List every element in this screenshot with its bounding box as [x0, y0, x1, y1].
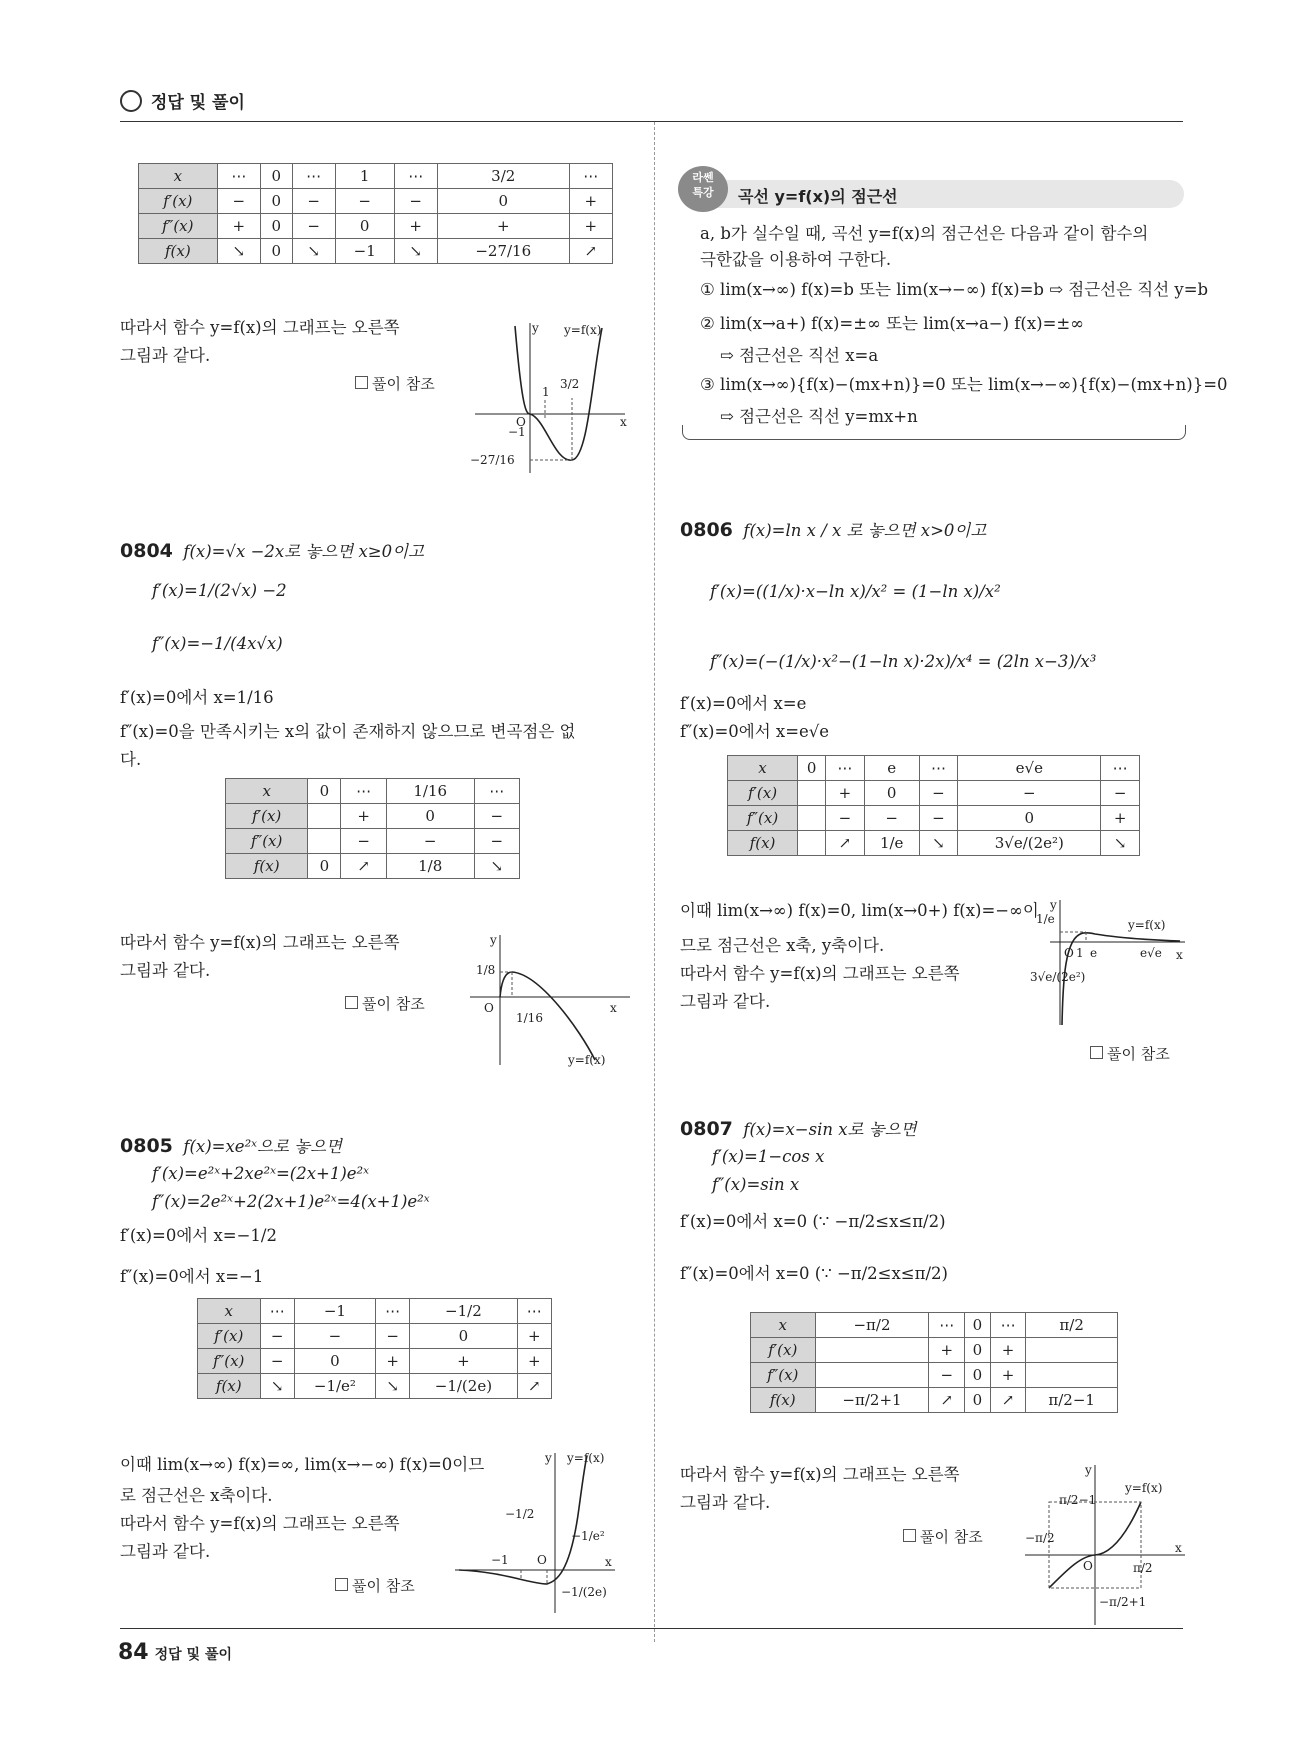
- tip-rule3: ③ lim(x→∞){f(x)−(mx+n)}=0 또는 lim(x→−∞){f(x)−(mx+n)}=0: [700, 375, 1228, 394]
- table-cell: ⋯: [517, 1299, 551, 1324]
- table-cell: ↘: [474, 854, 519, 879]
- table-cell: −: [826, 806, 865, 831]
- tip-rule1: ① lim(x→∞) f(x)=b 또는 lim(x→−∞) f(x)=b ⇨ 점근선은 직선 y=b: [700, 280, 1209, 299]
- origin-label: O: [516, 415, 526, 429]
- table-cell: ⋯: [919, 756, 958, 781]
- table-cell: [308, 829, 341, 854]
- tip-intro1: a, b가 실수일 때, 곡선 y=f(x)의 점근선은 다음과 같이 함수의: [700, 224, 1149, 243]
- table-cell: 0: [437, 189, 569, 214]
- tick-1-16: 1/16: [516, 1011, 543, 1025]
- tick-1-e: 1/e: [1036, 912, 1055, 926]
- table-cell: π/2−1: [1026, 1388, 1118, 1413]
- graph-0804: [470, 930, 635, 1070]
- tick-minus-1-2e: −1/(2e): [561, 1585, 607, 1599]
- s0805-d1: f′(x)=e²ˣ+2xe²ˣ=(2x+1)e²ˣ: [152, 1164, 370, 1183]
- s0804-d2: f″(x)=−1/(4x√x): [152, 634, 283, 653]
- table-cell: ↘: [394, 239, 437, 264]
- table-cell: ⋯: [1101, 756, 1140, 781]
- table-cell: ↗: [929, 1388, 965, 1413]
- tick-minus1: −1: [491, 1553, 509, 1567]
- curve-label: y=f(x): [567, 1451, 605, 1465]
- table-cell: −: [386, 829, 474, 854]
- table-row: [198, 1349, 552, 1374]
- table-cell: 0: [964, 1313, 990, 1338]
- table-cell: ⋯: [260, 1299, 294, 1324]
- table-row-header: x: [226, 779, 308, 804]
- table-row-header: f′(x): [751, 1338, 816, 1363]
- s0807-sol1: f′(x)=0에서 x=0 (∵ −π/2≤x≤π/2): [680, 1212, 946, 1231]
- s0807-answer: [903, 1526, 983, 1547]
- table-row: [728, 831, 1140, 856]
- table-cell: ↘: [375, 1374, 409, 1399]
- answer-icon: [355, 376, 368, 389]
- table-cell: −1: [294, 1299, 375, 1324]
- table-cell: −1: [335, 239, 394, 264]
- table-cell: ↘: [260, 1374, 294, 1399]
- table-0803: [138, 163, 613, 264]
- table-row-header: x: [751, 1313, 816, 1338]
- s0806-sol2: f″(x)=0에서 x=e√e: [680, 722, 830, 741]
- s0805-line1: 이때 lim(x→∞) f(x)=∞, lim(x→−∞) f(x)=0이므: [120, 1455, 485, 1474]
- graph-0803: [470, 318, 630, 478]
- s0804-line1: 따라서 함수 y=f(x)의 그래프는 오른쪽: [120, 933, 400, 952]
- page-number: 84: [118, 1640, 149, 1665]
- table-row-header: f″(x): [139, 214, 218, 239]
- s0807-d2: f″(x)=sin x: [712, 1175, 800, 1194]
- s0807-intro-line: [680, 1115, 917, 1144]
- table-row: [139, 164, 613, 189]
- tick-1: 1: [542, 385, 550, 399]
- tick-minus-1-e2: −1/e²: [571, 1529, 605, 1543]
- tick-e-root-e: e√e: [1140, 946, 1162, 960]
- table-row: [226, 804, 520, 829]
- axis-x-label: x: [605, 1555, 612, 1569]
- tip-badge: [678, 166, 728, 212]
- table-cell: −: [474, 829, 519, 854]
- tip-rule2: ② lim(x→a+) f(x)=±∞ 또는 lim(x→a−) f(x)=±∞: [700, 314, 1084, 333]
- s0803-answer: [355, 373, 435, 394]
- table-cell: ↗: [826, 831, 865, 856]
- s0804-intro: f(x)=√x −2x로 놓으면 x≥0이고: [183, 542, 424, 561]
- table-cell: −1/(2e): [410, 1374, 517, 1399]
- table-cell: ↘: [919, 831, 958, 856]
- tip-bracket: [682, 425, 1186, 440]
- axis-x-label: x: [620, 415, 627, 429]
- table-row-header: f(x): [751, 1388, 816, 1413]
- origin-label: O: [1083, 1559, 1093, 1573]
- tick-3-2: 3/2: [560, 377, 580, 391]
- curve-0804: [500, 972, 595, 1060]
- table-cell: e: [864, 756, 919, 781]
- axis-x-label: x: [610, 1001, 617, 1015]
- table-row-header: f″(x): [751, 1363, 816, 1388]
- table-cell: −: [335, 189, 394, 214]
- s0805-line2: 로 점근선은 x축이다.: [120, 1486, 273, 1505]
- table-cell: −: [260, 1324, 294, 1349]
- s0807-sol2: f″(x)=0에서 x=0 (∵ −π/2≤x≤π/2): [680, 1264, 948, 1283]
- tip-title: 곡선 y=f(x)의 점근선: [738, 187, 898, 206]
- axis-y-label: y: [1050, 898, 1057, 912]
- table-row-header: f″(x): [728, 806, 798, 831]
- s0804-d1: f′(x)=1/(2√x) −2: [152, 581, 287, 600]
- s0804-answer-text: 풀이 참조: [362, 995, 425, 1013]
- table-cell: +: [375, 1349, 409, 1374]
- s0805-intro: f(x)=xe²ˣ으로 놓으면: [183, 1137, 342, 1156]
- axis-y-label: y: [490, 933, 497, 947]
- table-cell: ⋯: [826, 756, 865, 781]
- table-row: [751, 1338, 1118, 1363]
- table-cell: 3/2: [437, 164, 569, 189]
- table-cell: −: [394, 189, 437, 214]
- problem-label-0807: 0807: [680, 1118, 733, 1140]
- table-cell: 0: [958, 806, 1101, 831]
- curve-0803: [515, 326, 602, 460]
- tick-left: −π/2: [1025, 1531, 1055, 1545]
- answer-icon: [335, 1578, 348, 1591]
- table-cell: [1026, 1363, 1118, 1388]
- s0803-line2: 그림과 같다.: [120, 346, 211, 365]
- table-0807: [750, 1312, 1118, 1413]
- table-cell: −27/16: [437, 239, 569, 264]
- table-cell: [308, 804, 341, 829]
- table-row: [728, 781, 1140, 806]
- table-row: [226, 854, 520, 879]
- s0806-line3: 따라서 함수 y=f(x)의 그래프는 오른쪽: [680, 964, 960, 983]
- table-cell: 0: [964, 1363, 990, 1388]
- table-cell: 1/e: [864, 831, 919, 856]
- problem-label-0806: 0806: [680, 519, 733, 541]
- tick-top: π/2−1: [1059, 1493, 1097, 1507]
- table-row: [198, 1374, 552, 1399]
- s0807-d1: f′(x)=1−cos x: [712, 1147, 825, 1166]
- table-row-header: x: [198, 1299, 261, 1324]
- footer-title: 정답 및 풀이: [154, 1647, 232, 1663]
- table-cell: 1: [335, 164, 394, 189]
- table-row: [751, 1363, 1118, 1388]
- curve-label: y=f(x): [1128, 918, 1166, 932]
- table-cell: [798, 831, 826, 856]
- table-cell: +: [990, 1338, 1026, 1363]
- curve-label: y=f(x): [564, 323, 602, 337]
- table-cell: 0: [261, 164, 293, 189]
- table-cell: ⋯: [569, 164, 612, 189]
- origin-label: O: [484, 1001, 494, 1015]
- s0806-sol1: f′(x)=0에서 x=e: [680, 694, 807, 713]
- curve-label: y=f(x): [568, 1053, 606, 1067]
- table-cell: ⋯: [990, 1313, 1026, 1338]
- s0805-sol1: f′(x)=0에서 x=−1/2: [120, 1226, 277, 1245]
- s0805-d2: f″(x)=2e²ˣ+2(2x+1)e²ˣ=4(x+1)e²ˣ: [152, 1192, 430, 1211]
- table-cell: [1026, 1338, 1118, 1363]
- table-cell: 0: [261, 189, 293, 214]
- table-row-header: f(x): [198, 1374, 261, 1399]
- table-cell: 0: [864, 781, 919, 806]
- s0806-line4: 그림과 같다.: [680, 992, 771, 1011]
- table-cell: π/2: [1026, 1313, 1118, 1338]
- table-cell: 0: [261, 214, 293, 239]
- table-cell: −: [1101, 781, 1140, 806]
- table-cell: −: [292, 189, 335, 214]
- axis-x-label: x: [1175, 1541, 1182, 1555]
- s0806-d2: f″(x)=(−(1/x)·x²−(1−ln x)·2x)/x⁴ = (2ln x−3)/x³: [710, 652, 1097, 671]
- table-row-header: f′(x): [139, 189, 218, 214]
- smile-icon: [120, 90, 142, 112]
- table-row-header: f(x): [728, 831, 798, 856]
- table-cell: [815, 1338, 929, 1363]
- s0805-intro-line: [120, 1132, 342, 1161]
- table-cell: +: [517, 1324, 551, 1349]
- footer-rule: [120, 1628, 1183, 1629]
- table-cell: −: [375, 1324, 409, 1349]
- table-cell: 0: [410, 1324, 517, 1349]
- graph-0805: [455, 1448, 635, 1618]
- table-row-header: x: [728, 756, 798, 781]
- table-cell: −: [919, 806, 958, 831]
- s0806-d1: f′(x)=((1/x)·x−ln x)/x² = (1−ln x)/x²: [710, 582, 1001, 601]
- table-cell: ↗: [569, 239, 612, 264]
- table-cell: +: [929, 1338, 965, 1363]
- table-cell: +: [437, 214, 569, 239]
- table-0806: [727, 755, 1140, 856]
- tick-1: 1: [1076, 946, 1084, 960]
- table-cell: 0: [308, 779, 341, 804]
- table-cell: −: [217, 189, 260, 214]
- table-cell: 0: [798, 756, 826, 781]
- s0807-answer-text: 풀이 참조: [920, 1528, 983, 1546]
- answer-icon: [345, 996, 358, 1009]
- table-row-header: x: [139, 164, 218, 189]
- table-row: [198, 1299, 552, 1324]
- table-cell: 1/16: [386, 779, 474, 804]
- table-cell: −: [474, 804, 519, 829]
- table-cell: ↗: [517, 1374, 551, 1399]
- problem-label-0805: 0805: [120, 1135, 173, 1157]
- table-row-header: f″(x): [198, 1349, 261, 1374]
- table-cell: ⋯: [474, 779, 519, 804]
- s0806-answer: [1090, 1043, 1170, 1064]
- table-row-header: f(x): [226, 854, 308, 879]
- table-cell: −: [292, 214, 335, 239]
- s0805-line3: 따라서 함수 y=f(x)의 그래프는 오른쪽: [120, 1514, 400, 1533]
- table-cell: e√e: [958, 756, 1101, 781]
- s0805-answer-text: 풀이 참조: [352, 1577, 415, 1595]
- table-cell: −: [929, 1363, 965, 1388]
- s0806-intro-line: [680, 516, 986, 545]
- column-separator: [654, 122, 655, 1642]
- table-cell: +: [569, 214, 612, 239]
- tick-right: π/2: [1133, 1561, 1153, 1575]
- tip-rule3-result: ⇨ 점근선은 직선 y=mx+n: [720, 407, 918, 426]
- table-0805: [197, 1298, 552, 1399]
- table-row-header: f′(x): [198, 1324, 261, 1349]
- table-cell: −: [294, 1324, 375, 1349]
- tick-e: e: [1090, 946, 1098, 960]
- table-cell: ↗: [341, 854, 386, 879]
- s0804-intro-line: [120, 537, 424, 566]
- origin-label: O: [537, 1553, 547, 1567]
- table-cell: ⋯: [929, 1313, 965, 1338]
- origin-label: O: [1064, 946, 1074, 960]
- table-cell: ⋯: [394, 164, 437, 189]
- table-cell: −π/2+1: [815, 1388, 929, 1413]
- tick-bottom: −π/2+1: [1099, 1595, 1147, 1609]
- s0803-line1: 따라서 함수 y=f(x)의 그래프는 오른쪽: [120, 318, 400, 337]
- table-cell: 0: [964, 1338, 990, 1363]
- table-cell: [815, 1363, 929, 1388]
- table-cell: +: [517, 1349, 551, 1374]
- s0804-answer: [345, 993, 425, 1014]
- s0804-note1: f″(x)=0을 만족시키는 x의 값이 존재하지 않으므로 변곡점은 없: [120, 722, 576, 741]
- table-cell: −: [919, 781, 958, 806]
- table-row: [751, 1388, 1118, 1413]
- table-cell: 0: [261, 239, 293, 264]
- table-cell: ↘: [292, 239, 335, 264]
- table-cell: 0: [386, 804, 474, 829]
- tick-1-8: 1/8: [476, 963, 496, 977]
- table-cell: −π/2: [815, 1313, 929, 1338]
- answer-icon: [1090, 1046, 1103, 1059]
- page-header: [120, 88, 245, 113]
- table-cell: −: [958, 781, 1101, 806]
- table-cell: 0: [294, 1349, 375, 1374]
- s0806-line2: 므로 점근선은 x축, y축이다.: [680, 936, 885, 955]
- table-cell: +: [1101, 806, 1140, 831]
- s0806-answer-text: 풀이 참조: [1107, 1045, 1170, 1063]
- table-cell: 0: [308, 854, 341, 879]
- tip-badge-top: 라쎈: [692, 171, 714, 184]
- table-cell: ⋯: [341, 779, 386, 804]
- table-cell: +: [341, 804, 386, 829]
- axis-x-label: x: [1176, 948, 1183, 962]
- table-cell: +: [410, 1349, 517, 1374]
- table-row: [751, 1313, 1118, 1338]
- table-row: [728, 756, 1140, 781]
- tip-badge-bottom: 특강: [692, 186, 714, 199]
- table-cell: −: [341, 829, 386, 854]
- table-cell: +: [217, 214, 260, 239]
- header-title: 정답 및 풀이: [150, 93, 245, 113]
- table-cell: [798, 806, 826, 831]
- table-cell: 0: [335, 214, 394, 239]
- table-0804: [225, 778, 520, 879]
- tip-rule2-result: ⇨ 점근선은 직선 x=a: [720, 346, 879, 365]
- table-row-header: f′(x): [226, 804, 308, 829]
- table-row: [139, 189, 613, 214]
- problem-label-0804: 0804: [120, 540, 173, 562]
- table-cell: −1/e²: [294, 1374, 375, 1399]
- s0804-sol1: f′(x)=0에서 x=1/16: [120, 688, 274, 707]
- s0807-line2: 그림과 같다.: [680, 1493, 771, 1512]
- table-cell: ↘: [217, 239, 260, 264]
- table-row-header: f″(x): [226, 829, 308, 854]
- table-cell: [798, 781, 826, 806]
- table-cell: ⋯: [292, 164, 335, 189]
- table-cell: ↘: [1101, 831, 1140, 856]
- header-rule: [120, 121, 1183, 122]
- table-cell: +: [394, 214, 437, 239]
- s0807-line1: 따라서 함수 y=f(x)의 그래프는 오른쪽: [680, 1465, 960, 1484]
- tick-minus-27-16: −27/16: [470, 453, 515, 467]
- graph-0806: [1030, 895, 1190, 1030]
- table-cell: ↗: [990, 1388, 1026, 1413]
- s0805-answer: [335, 1575, 415, 1596]
- table-row: [226, 829, 520, 854]
- graph-0807: [1025, 1460, 1190, 1630]
- table-cell: 1/8: [386, 854, 474, 879]
- axis-y-label: y: [532, 321, 539, 335]
- s0804-note2: 다.: [120, 750, 142, 769]
- table-cell: +: [990, 1363, 1026, 1388]
- table-cell: 3√e/(2e²): [958, 831, 1101, 856]
- axis-y-label: y: [1085, 1463, 1092, 1477]
- tick-inflection: 3√e/(2e²): [1030, 970, 1086, 984]
- table-cell: ⋯: [217, 164, 260, 189]
- s0807-intro: f(x)=x−sin x로 놓으면: [743, 1120, 917, 1139]
- table-cell: ⋯: [375, 1299, 409, 1324]
- s0806-intro: f(x)=ln x / x 로 놓으면 x>0이고: [743, 521, 987, 540]
- tip-intro2: 극한값을 이용하여 구한다.: [700, 250, 892, 269]
- table-cell: −1/2: [410, 1299, 517, 1324]
- table-row: [226, 779, 520, 804]
- s0804-line2: 그림과 같다.: [120, 961, 211, 980]
- table-cell: −: [260, 1349, 294, 1374]
- s0803-answer-text: 풀이 참조: [372, 375, 435, 393]
- table-row: [198, 1324, 552, 1349]
- table-row-header: f(x): [139, 239, 218, 264]
- table-cell: +: [826, 781, 865, 806]
- table-cell: 0: [964, 1388, 990, 1413]
- curve-label: y=f(x): [1125, 1481, 1163, 1495]
- table-cell: +: [569, 189, 612, 214]
- table-row: [139, 214, 613, 239]
- axis-y-label: y: [545, 1451, 552, 1465]
- s0805-sol2: f″(x)=0에서 x=−1: [120, 1267, 264, 1286]
- page-footer: [118, 1640, 232, 1665]
- s0805-line4: 그림과 같다.: [120, 1542, 211, 1561]
- table-cell: −: [864, 806, 919, 831]
- tick-minus1: −1: [508, 425, 526, 439]
- tick-minus-half: −1/2: [505, 1507, 535, 1521]
- answer-icon: [903, 1529, 916, 1542]
- table-row-header: f′(x): [728, 781, 798, 806]
- s0806-line1: 이때 lim(x→∞) f(x)=0, lim(x→0+) f(x)=−∞이: [680, 901, 1039, 920]
- table-row: [139, 239, 613, 264]
- table-row: [728, 806, 1140, 831]
